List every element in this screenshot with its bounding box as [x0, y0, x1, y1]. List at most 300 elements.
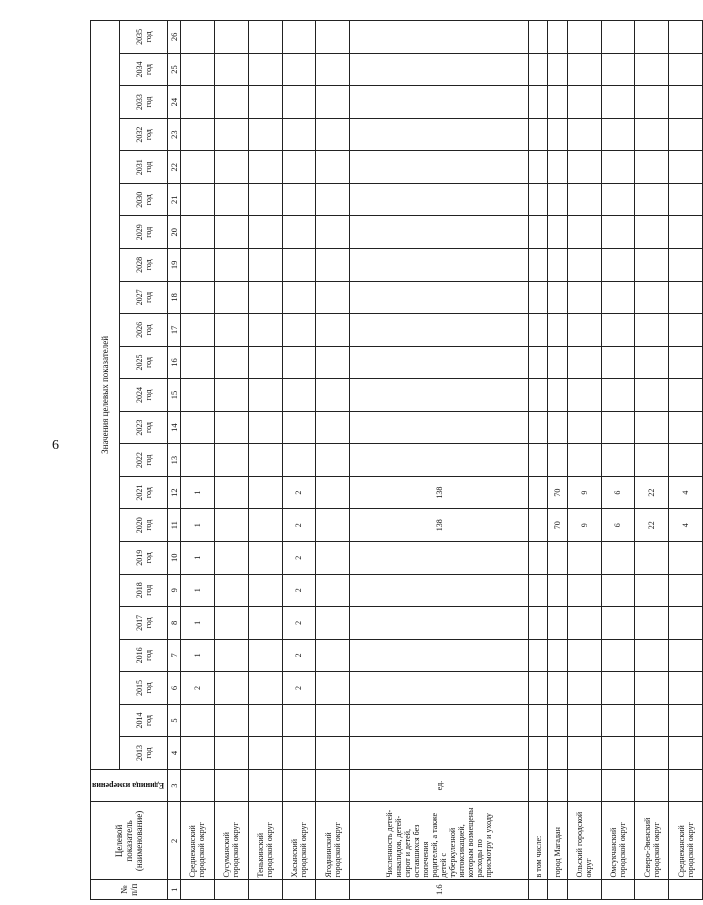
column-number-cell: 1	[168, 880, 181, 900]
value-cell	[350, 444, 529, 477]
value-cell	[214, 607, 248, 640]
column-number-cell: 13	[168, 444, 181, 477]
value-cell	[601, 53, 635, 86]
row-number-cell	[282, 880, 316, 900]
table-row	[635, 21, 669, 900]
value-cell	[548, 574, 567, 607]
value-cell: 6	[601, 476, 635, 509]
unit-cell	[282, 769, 316, 802]
unit-header-label: Единица измерения	[92, 781, 165, 791]
value-cell	[214, 509, 248, 542]
unit-cell	[669, 769, 703, 802]
column-number-cell: 25	[168, 53, 181, 86]
value-cell	[529, 574, 548, 607]
value-cell	[248, 118, 282, 151]
value-cell: 1	[181, 476, 215, 509]
value-cell	[567, 574, 601, 607]
year-header-cell: 2013 год	[120, 737, 168, 770]
value-cell	[214, 53, 248, 86]
value-cell	[214, 249, 248, 282]
year-header-cell: 2026 год	[120, 314, 168, 347]
indicator-name-cell: Сусуманский городской округ	[214, 802, 248, 880]
value-cell	[350, 411, 529, 444]
value-cell	[601, 281, 635, 314]
value-cell	[529, 379, 548, 412]
year-header-cell: 2016 год	[120, 639, 168, 672]
row-number-cell	[181, 880, 215, 900]
value-cell	[601, 574, 635, 607]
indicator-name-cell: Тенькинский городской округ	[248, 802, 282, 880]
year-header-cell: 2034 год	[120, 53, 168, 86]
value-cell	[214, 411, 248, 444]
value-cell	[181, 21, 215, 54]
row-number-cell	[529, 880, 548, 900]
value-cell	[529, 346, 548, 379]
row-number-cell: 1.6	[350, 880, 529, 900]
value-cell	[567, 704, 601, 737]
value-cell	[529, 639, 548, 672]
value-cell	[214, 118, 248, 151]
value-cell	[548, 704, 567, 737]
value-cell	[214, 476, 248, 509]
value-cell	[635, 411, 669, 444]
value-cell	[214, 574, 248, 607]
value-cell	[350, 281, 529, 314]
indicator-name-cell: Омсукчанский городской округ	[601, 802, 635, 880]
value-cell	[214, 151, 248, 184]
value-cell: 1	[181, 509, 215, 542]
column-number-cell: 21	[168, 183, 181, 216]
indicator-name-cell: Ягоднинский городской округ	[316, 802, 350, 880]
indicator-name-cell: Среднеканский городской округ	[669, 802, 703, 880]
value-cell	[635, 541, 669, 574]
value-cell	[635, 346, 669, 379]
value-cell	[181, 411, 215, 444]
value-cell	[567, 118, 601, 151]
value-cell	[350, 541, 529, 574]
value-cell	[601, 249, 635, 282]
year-header-cell: 2018 год	[120, 574, 168, 607]
value-cell: 2	[282, 639, 316, 672]
value-cell	[669, 86, 703, 119]
value-cell	[350, 216, 529, 249]
value-cell	[316, 574, 350, 607]
value-cell	[214, 737, 248, 770]
value-cell	[282, 737, 316, 770]
value-cell	[669, 541, 703, 574]
value-cell: 2	[282, 607, 316, 640]
row-number-cell	[669, 880, 703, 900]
value-cell	[181, 216, 215, 249]
value-cell	[316, 379, 350, 412]
value-cell: 2	[282, 509, 316, 542]
value-cell	[316, 314, 350, 347]
column-number-cell: 24	[168, 86, 181, 119]
value-cell	[601, 444, 635, 477]
value-cell	[529, 607, 548, 640]
value-cell	[316, 249, 350, 282]
value-cell	[248, 476, 282, 509]
value-cell	[601, 21, 635, 54]
value-cell	[635, 53, 669, 86]
value-cell	[248, 639, 282, 672]
value-cell	[350, 737, 529, 770]
year-header-cell: 2020 год	[120, 509, 168, 542]
value-cell: 6	[601, 509, 635, 542]
value-cell	[529, 476, 548, 509]
value-cell	[548, 346, 567, 379]
table-row	[601, 21, 635, 900]
value-cell	[669, 53, 703, 86]
value-cell	[601, 541, 635, 574]
value-cell	[567, 672, 601, 705]
column-number-cell: 14	[168, 411, 181, 444]
column-number-cell: 16	[168, 346, 181, 379]
value-cell	[248, 53, 282, 86]
value-cell	[669, 281, 703, 314]
value-cell	[316, 346, 350, 379]
value-cell	[601, 639, 635, 672]
value-cell: 1	[181, 607, 215, 640]
num-header: № п/п	[91, 880, 168, 900]
value-cell	[567, 379, 601, 412]
value-cell	[316, 21, 350, 54]
value-cell	[548, 607, 567, 640]
value-cell	[248, 21, 282, 54]
year-header-cell: 2033 год	[120, 86, 168, 119]
table-row	[316, 21, 350, 900]
value-cell	[669, 737, 703, 770]
value-cell	[567, 21, 601, 54]
value-cell	[529, 444, 548, 477]
indicator-header: Целевой показатель (наименование)	[91, 802, 168, 880]
value-cell	[548, 737, 567, 770]
value-cell: 2	[282, 672, 316, 705]
value-cell	[350, 53, 529, 86]
year-header-cell: 2019 год	[120, 541, 168, 574]
value-cell	[316, 53, 350, 86]
value-cell: 22	[635, 476, 669, 509]
unit-cell	[214, 769, 248, 802]
value-cell	[635, 574, 669, 607]
value-cell	[248, 672, 282, 705]
value-cell	[548, 541, 567, 574]
indicator-name-cell: Ольский городской округ	[567, 802, 601, 880]
value-cell	[282, 314, 316, 347]
value-cell	[248, 216, 282, 249]
value-cell	[669, 21, 703, 54]
value-cell	[181, 444, 215, 477]
value-cell	[248, 314, 282, 347]
value-cell	[316, 509, 350, 542]
value-cell	[669, 314, 703, 347]
year-header-cell: 2014 год	[120, 704, 168, 737]
year-header-cell: 2035 год	[120, 21, 168, 54]
value-cell	[548, 216, 567, 249]
value-cell	[635, 151, 669, 184]
value-cell	[282, 379, 316, 412]
value-cell	[181, 151, 215, 184]
value-cell: 4	[669, 509, 703, 542]
unit-cell	[316, 769, 350, 802]
value-cell	[529, 672, 548, 705]
value-cell	[214, 672, 248, 705]
table-row	[350, 21, 529, 900]
year-header-cell: 2028 год	[120, 249, 168, 282]
value-cell	[181, 249, 215, 282]
target-indicators-table	[90, 20, 703, 900]
value-cell	[567, 444, 601, 477]
value-cell	[181, 86, 215, 119]
column-number-row	[168, 21, 181, 900]
value-cell	[529, 249, 548, 282]
value-cell	[214, 281, 248, 314]
value-cell	[567, 411, 601, 444]
value-cell: 2	[282, 541, 316, 574]
value-cell	[282, 281, 316, 314]
value-cell	[601, 216, 635, 249]
indicator-name-cell: город Магадан	[548, 802, 567, 880]
value-cell	[214, 444, 248, 477]
value-cell	[567, 346, 601, 379]
value-cell	[601, 607, 635, 640]
value-cell: 70	[548, 476, 567, 509]
value-cell: 1	[181, 541, 215, 574]
value-cell	[350, 607, 529, 640]
value-cell	[350, 704, 529, 737]
value-cell	[635, 379, 669, 412]
value-cell	[350, 314, 529, 347]
value-cell	[316, 737, 350, 770]
column-number-cell: 23	[168, 118, 181, 151]
value-cell	[635, 183, 669, 216]
value-cell	[350, 672, 529, 705]
value-cell	[248, 249, 282, 282]
header-row-1	[91, 21, 120, 900]
unit-cell	[181, 769, 215, 802]
value-cell	[548, 249, 567, 282]
value-cell	[635, 737, 669, 770]
value-cell	[248, 541, 282, 574]
value-cell	[601, 704, 635, 737]
value-cell	[669, 249, 703, 282]
value-cell	[282, 704, 316, 737]
value-cell	[316, 704, 350, 737]
value-cell	[635, 639, 669, 672]
row-number-cell	[214, 880, 248, 900]
value-cell	[529, 21, 548, 54]
value-cell	[214, 183, 248, 216]
value-cell	[548, 53, 567, 86]
value-cell	[350, 574, 529, 607]
value-cell	[601, 183, 635, 216]
value-cell	[635, 444, 669, 477]
value-cell	[567, 249, 601, 282]
value-cell	[601, 379, 635, 412]
value-cell: 70	[548, 509, 567, 542]
unit-cell	[548, 769, 567, 802]
value-cell	[248, 411, 282, 444]
value-cell	[669, 216, 703, 249]
value-cell	[669, 444, 703, 477]
value-cell	[669, 379, 703, 412]
value-cell	[316, 411, 350, 444]
value-cell	[248, 607, 282, 640]
value-cell	[282, 216, 316, 249]
value-cell	[181, 379, 215, 412]
value-cell	[248, 346, 282, 379]
unit-header	[91, 769, 168, 802]
value-cell	[567, 607, 601, 640]
value-cell	[669, 151, 703, 184]
value-cell	[248, 151, 282, 184]
value-cell	[548, 314, 567, 347]
value-cell	[214, 704, 248, 737]
unit-cell: ед.	[350, 769, 529, 802]
value-cell	[214, 86, 248, 119]
year-header-cell: 2017 год	[120, 607, 168, 640]
value-cell	[635, 86, 669, 119]
value-cell	[635, 118, 669, 151]
value-cell	[567, 86, 601, 119]
value-cell	[601, 314, 635, 347]
value-cell	[248, 379, 282, 412]
value-cell	[601, 411, 635, 444]
value-cell	[282, 411, 316, 444]
column-number-cell: 10	[168, 541, 181, 574]
table-body	[181, 21, 703, 900]
column-number-cell: 7	[168, 639, 181, 672]
value-cell	[350, 151, 529, 184]
value-cell	[635, 314, 669, 347]
column-number-cell: 26	[168, 21, 181, 54]
year-header-cell: 2030 год	[120, 183, 168, 216]
column-number-cell: 9	[168, 574, 181, 607]
value-cell	[567, 541, 601, 574]
value-cell	[529, 53, 548, 86]
table-row	[181, 21, 215, 900]
value-cell	[350, 249, 529, 282]
value-cell	[669, 672, 703, 705]
value-cell: 1	[181, 639, 215, 672]
value-cell	[669, 607, 703, 640]
year-header-cell: 2027 год	[120, 281, 168, 314]
value-cell	[282, 346, 316, 379]
row-number-cell	[567, 880, 601, 900]
value-cell	[548, 672, 567, 705]
value-cell	[350, 379, 529, 412]
row-number-cell	[601, 880, 635, 900]
value-cell	[635, 672, 669, 705]
value-cell	[248, 704, 282, 737]
value-cell	[181, 183, 215, 216]
year-header-cell: 2029 год	[120, 216, 168, 249]
column-number-cell: 6	[168, 672, 181, 705]
value-cell	[214, 346, 248, 379]
values-header: Значения целевых показателей	[91, 21, 120, 770]
value-cell: 1	[181, 574, 215, 607]
value-cell	[282, 444, 316, 477]
value-cell	[316, 672, 350, 705]
table-row	[282, 21, 316, 900]
value-cell	[214, 216, 248, 249]
rotated-table-frame	[90, 20, 695, 900]
value-cell	[601, 346, 635, 379]
value-cell	[601, 118, 635, 151]
unit-cell	[567, 769, 601, 802]
value-cell: 9	[567, 476, 601, 509]
value-cell: 2	[282, 476, 316, 509]
value-cell	[282, 249, 316, 282]
value-cell	[669, 574, 703, 607]
value-cell	[529, 737, 548, 770]
value-cell	[316, 183, 350, 216]
value-cell	[248, 509, 282, 542]
value-cell	[248, 444, 282, 477]
value-cell	[350, 21, 529, 54]
value-cell: 22	[635, 509, 669, 542]
column-number-cell: 20	[168, 216, 181, 249]
value-cell	[669, 639, 703, 672]
page-number: 6	[52, 438, 59, 453]
value-cell	[601, 672, 635, 705]
value-cell	[214, 21, 248, 54]
value-cell	[669, 183, 703, 216]
year-header-cell: 2022 год	[120, 444, 168, 477]
value-cell	[214, 541, 248, 574]
value-cell: 9	[567, 509, 601, 542]
value-cell	[181, 281, 215, 314]
unit-cell	[635, 769, 669, 802]
value-cell	[316, 86, 350, 119]
value-cell	[635, 21, 669, 54]
value-cell	[282, 183, 316, 216]
value-cell	[669, 704, 703, 737]
year-header-cell: 2023 год	[120, 411, 168, 444]
value-cell	[529, 151, 548, 184]
value-cell	[248, 183, 282, 216]
column-number-cell: 15	[168, 379, 181, 412]
value-cell	[214, 639, 248, 672]
column-number-cell: 4	[168, 737, 181, 770]
value-cell	[669, 411, 703, 444]
year-header-row	[120, 21, 168, 900]
value-cell	[529, 509, 548, 542]
table-row	[529, 21, 548, 900]
row-number-cell	[635, 880, 669, 900]
value-cell	[529, 281, 548, 314]
value-cell	[567, 183, 601, 216]
unit-cell	[601, 769, 635, 802]
column-number-cell: 22	[168, 151, 181, 184]
table-row	[214, 21, 248, 900]
year-header-cell: 2021 год	[120, 476, 168, 509]
value-cell	[316, 444, 350, 477]
year-header-cell: 2015 год	[120, 672, 168, 705]
value-cell: 138	[350, 509, 529, 542]
value-cell	[181, 53, 215, 86]
value-cell	[601, 86, 635, 119]
value-cell	[548, 21, 567, 54]
value-cell	[181, 704, 215, 737]
column-number-cell: 8	[168, 607, 181, 640]
value-cell	[529, 704, 548, 737]
value-cell	[350, 118, 529, 151]
value-cell	[567, 737, 601, 770]
value-cell: 138	[350, 476, 529, 509]
value-cell	[316, 281, 350, 314]
value-cell	[548, 151, 567, 184]
